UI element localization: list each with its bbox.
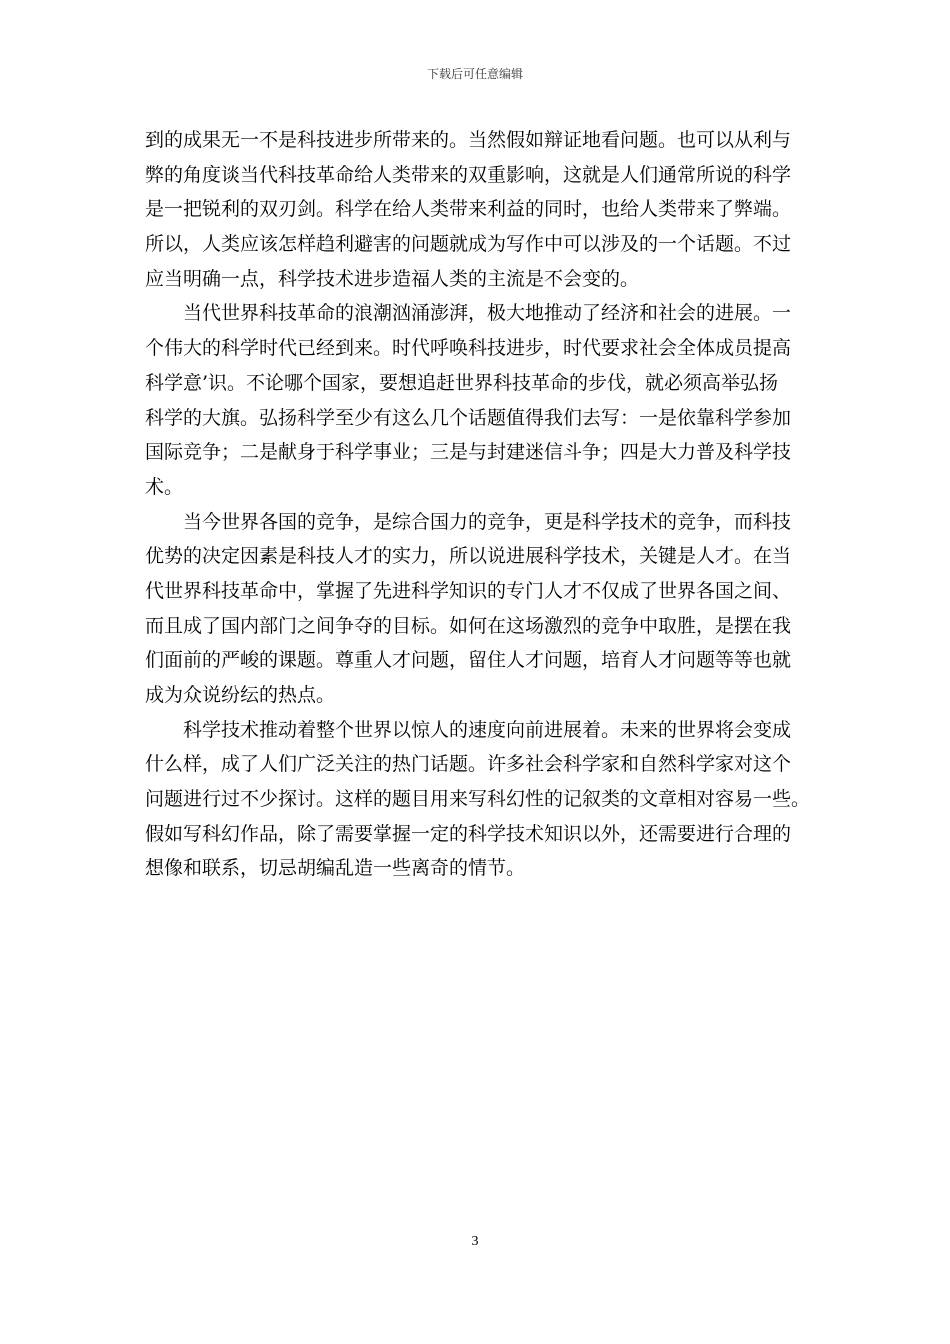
paragraph xyxy=(145,713,810,886)
text-line: 们面前的严峻的课题。尊重人才问题，留住人才问题，培育人才问题等等也就 xyxy=(145,649,792,672)
text-line: 是一把锐利的双刃剑。科学在给人类带来利益的同时，也给人类带来了弊端。 xyxy=(145,198,792,221)
text-line: 想像和联系，切忌胡编乱造一些离奇的情节。 xyxy=(145,857,526,880)
paragraph xyxy=(145,123,810,296)
text-line: 国际竞争；二是献身于科学事业；三是与封建迷信斗争；四是大力普及科学技 xyxy=(145,441,792,464)
page-header: 下载后可任意编辑 xyxy=(426,67,523,81)
document-body xyxy=(145,123,810,886)
text-line: 到的成果无一不是科技进步所带来的。当然假如辩证地看问题。也可以从利与 xyxy=(145,129,792,151)
text-line: 科学技术推动着整个世界以惊人的速度向前进展着。未来的世界将会变成 xyxy=(183,718,792,741)
text-line: 当今世界各国的竞争，是综合国力的竞争，更是科学技术的竞争，而科技 xyxy=(183,510,792,533)
page-number: 3 xyxy=(471,1234,479,1249)
text-line: 弊的角度谈当代科技革命给人类带来的双重影响，这就是人们通常所说的科学 xyxy=(145,163,792,186)
text-line: 而且成了国内部门之间争夺的目标。如何在这场激烈的竞争中取胜，是摆在我 xyxy=(145,614,792,637)
text-line: 当代世界科技革命的浪潮汹涌澎湃，极大地推动了经济和社会的进展。一 xyxy=(183,302,792,325)
text-line: 假如写科幻作品，除了需要掌握一定的科学技术知识以外，还需要进行合理的 xyxy=(145,822,792,845)
text-line: 问题进行过不少探讨。这样的题目用来写科幻性的记叙类的文章相对容易一些。 xyxy=(145,788,811,811)
text-line: 优势的决定因素是科技人才的实力，所以说进展科学技术，关键是人才。在当 xyxy=(145,545,792,568)
text-line: 成为众说纷纭的热点。 xyxy=(145,684,336,706)
text-line: 什么样，成了人们广泛关注的热门话题。许多社会科学家和自然科学家对这个 xyxy=(145,753,792,776)
text-line: 科学意’识。不论哪个国家，要想追赶世界科技革命的步伐，就必须高举弘扬 xyxy=(145,371,779,394)
text-line: 代世界科技革命中，掌握了先进科学知识的专门人才不仅成了世界各国之间、 xyxy=(145,579,792,602)
text-line: 所以，人类应该怎样趋利避害的问题就成为写作中可以涉及的一个话题。不过 xyxy=(145,233,792,256)
paragraph xyxy=(145,505,810,713)
text-line: 术。 xyxy=(145,475,184,498)
text-line: 应当明确一点，科学技术进步造福人类的主流是不会变的。 xyxy=(145,267,640,290)
paragraph xyxy=(145,296,810,504)
text-line: 个伟大的科学时代已经到来。时代呼唤科技进步，时代要求社会全体成员提高 xyxy=(145,337,792,360)
text-line: 科学的大旗。弘扬科学至少有这么几个话题值得我们去写：一是依靠科学参加 xyxy=(145,406,792,429)
